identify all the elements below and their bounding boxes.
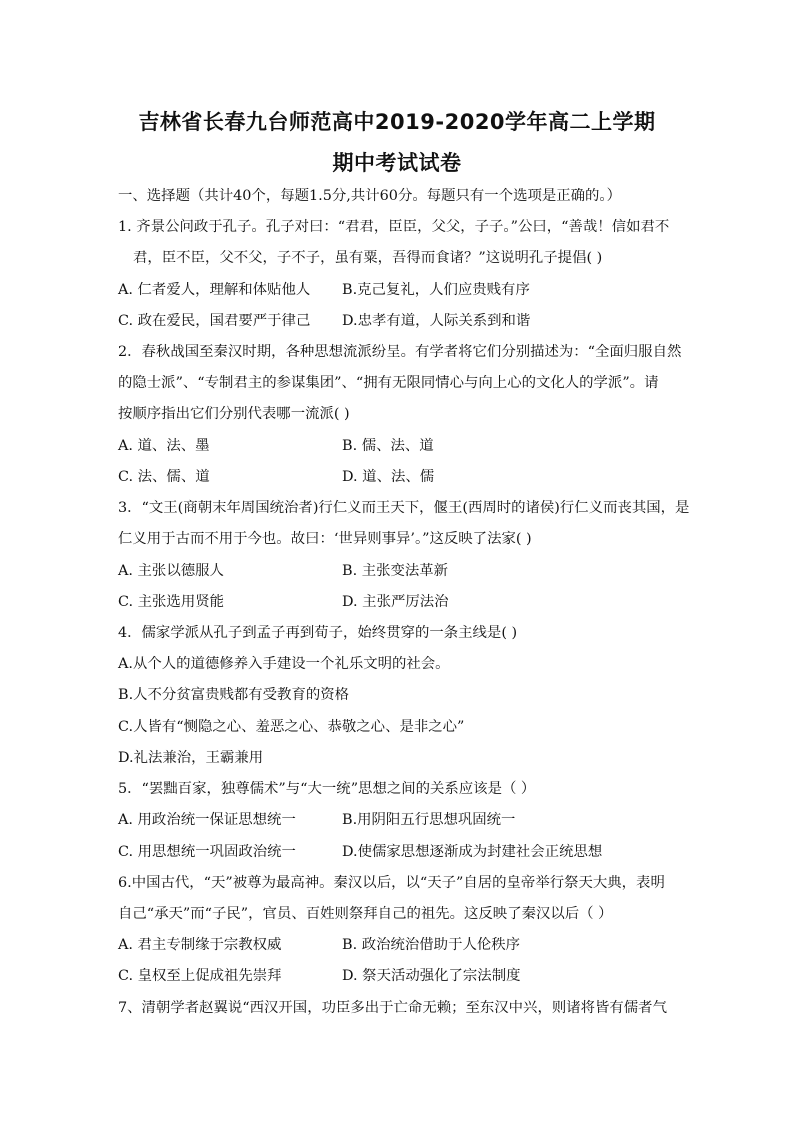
option-row xyxy=(118,967,521,985)
question-stem-line: 3．“文王(商朝末年周国统治者)行仁义而王天下，偃王(西周时的诸侯)行仁义而丧其国，是 xyxy=(118,500,690,516)
question-stem-line: 1. 齐景公问政于孔子。孔子对曰：“君君，臣臣，父父，子子。”公曰，“善哉！信如君不 xyxy=(118,219,670,235)
option-b: B.克己复礼，人们应贵贱有序 xyxy=(342,282,530,298)
option-b: B. 政治统治借助于人伦秩序 xyxy=(342,937,521,953)
option-row xyxy=(118,312,531,330)
question-stem-line: 仁义用于古而不用于今也。故曰：‘世异则事异’。”这反映了法家( ) xyxy=(118,531,532,547)
option-c: C. 法、儒、道 xyxy=(118,469,210,485)
exam-title: 吉林省长春九台师范高中2019-2020学年高二上学期 xyxy=(138,110,656,134)
option-row xyxy=(118,281,530,299)
option-d: D. 道、法、儒 xyxy=(342,469,435,485)
question-stem-line: 自己“承天”而“子民”，官员、百姓则祭拜自己的祖先。这反映了秦汉以后（ ） xyxy=(118,906,613,922)
option-a: A. 仁者爱人，理解和体贴他人 xyxy=(118,282,311,298)
option-row xyxy=(118,811,516,829)
option-a: A. 君主专制缘于宗教权威 xyxy=(118,937,282,953)
option-d: D. 祭天活动强化了宗法制度 xyxy=(342,968,521,984)
option-b: B. 儒、法、道 xyxy=(342,438,434,454)
question-stem-line: 4．儒家学派从孔子到孟子再到荀子，始终贯穿的一条主线是( ) xyxy=(118,625,518,641)
option-row xyxy=(118,437,434,455)
question-stem-line: 7、清朝学者赵翼说“西汉开国，功臣多出于亡命无赖；至东汉中兴，则诸将皆有儒者气 xyxy=(118,1000,667,1016)
option-a: A. 道、法、墨 xyxy=(118,438,210,454)
option-a: A. 主张以德服人 xyxy=(118,563,224,579)
option-d: D. 主张严厉法治 xyxy=(342,594,449,610)
option-c: C.人皆有“恻隐之心、羞恶之心、恭敬之心、是非之心” xyxy=(118,719,465,735)
option-row xyxy=(118,562,449,580)
option-a: A.从个人的道德修养入手建设一个礼乐文明的社会。 xyxy=(118,656,450,672)
option-row xyxy=(118,593,449,611)
question-stem-line: 2．春秋战国至秦汉时期，各种思想流派纷呈。有学者将它们分别描述为：“全面归服自然 xyxy=(118,344,682,360)
option-b: B.用阴阳五行思想巩固统一 xyxy=(342,812,516,828)
option-c: C. 用思想统一巩固政治统一 xyxy=(118,844,296,860)
question-stem-line: 按顺序指出它们分别代表哪一流派( ) xyxy=(118,406,350,422)
option-b: B. 主张变法革新 xyxy=(342,563,449,579)
question-stem-line: 君，臣不臣，父不父，子不子，虽有粟，吾得而食诸？”这说明孔子提倡( ) xyxy=(133,250,603,266)
option-row xyxy=(118,843,603,861)
question-stem-line: 的隐士派”、“专制君主的参谋集团”、“拥有无限同情心与向上心的文化人的学派”。请 xyxy=(118,375,659,391)
question-stem-line: 6.中国古代，“天”被尊为最高神。秦汉以后，以“天子”自居的皇帝举行祭天大典，表明 xyxy=(118,875,665,891)
option-c: C. 主张选用贤能 xyxy=(118,594,224,610)
option-c: C. 皇权至上促成祖先崇拜 xyxy=(118,968,282,984)
option-b: B.人不分贫富贵贱都有受教育的资格 xyxy=(118,687,350,703)
section-heading: 一、选择题（共计40个，每题1.5分,共计60分。每题只有一个选项是正确的。） xyxy=(118,188,621,204)
option-row xyxy=(118,468,435,486)
question-stem-line: 5．“罢黜百家，独尊儒术”与“大一统”思想之间的关系应该是（ ） xyxy=(118,781,536,797)
option-d: D.礼法兼治，王霸兼用 xyxy=(118,750,264,766)
option-c: C. 政在爱民，国君要严于律己 xyxy=(118,313,311,329)
exam-subtitle: 期中考试试卷 xyxy=(332,151,462,175)
option-d: D.使儒家思想逐渐成为封建社会正统思想 xyxy=(342,844,603,860)
option-row xyxy=(118,936,521,954)
option-d: D.忠孝有道，人际关系到和谐 xyxy=(342,313,531,329)
option-a: A. 用政治统一保证思想统一 xyxy=(118,812,296,828)
